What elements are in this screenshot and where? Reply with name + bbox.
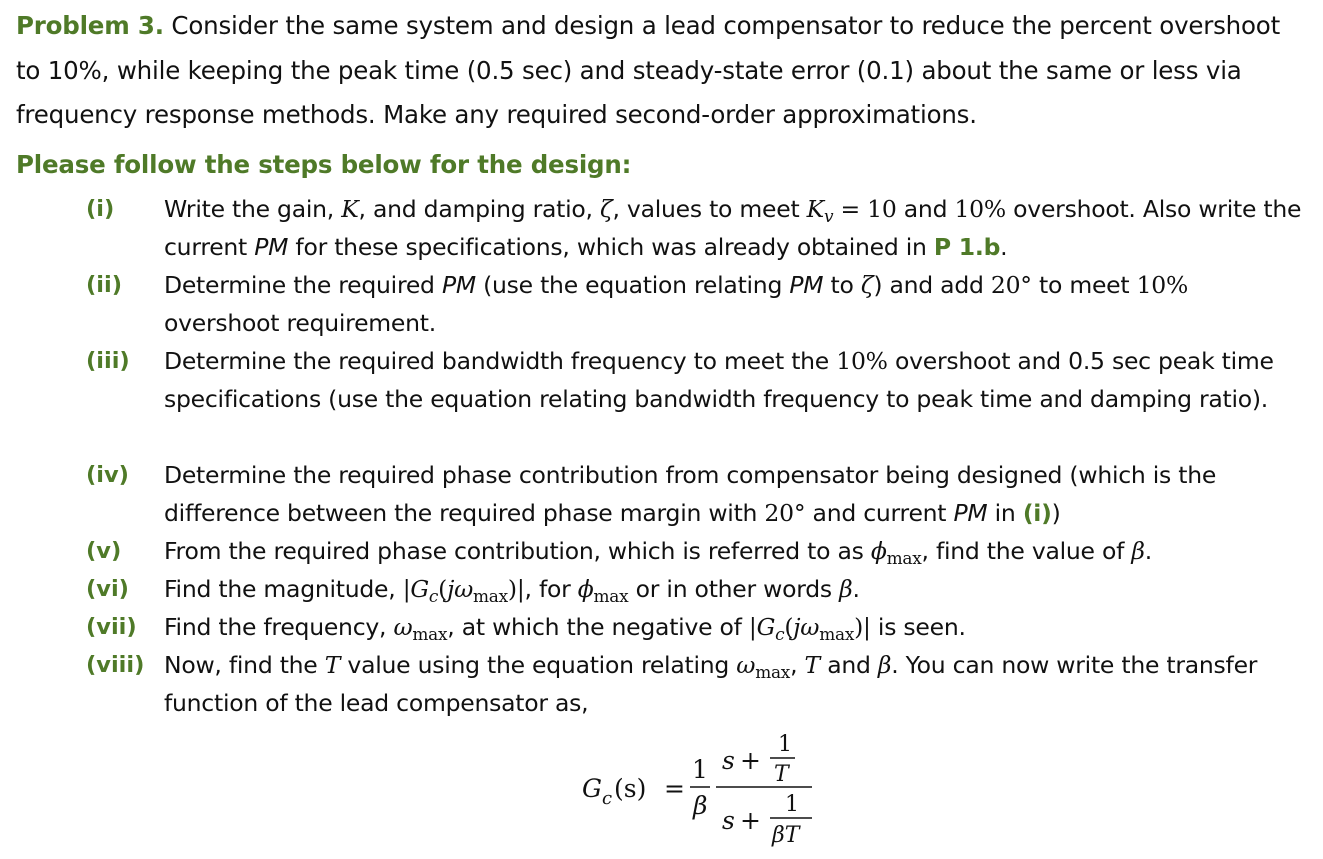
pm-term: PM	[953, 499, 988, 527]
step-number: (viii)	[86, 652, 145, 678]
text: overshoot and 0.5 sec peak time specifications (use the equation relating bandwidth frequency to peak time and damping ratio).	[164, 347, 1274, 413]
step-number: (iv)	[86, 462, 129, 488]
problem-text: Consider the same system and design a lead compensator to reduce the percent overshoot to 10%, while keeping the peak time (0.5 sec) and steady-state error (0.1) about the same or less via frequency response methods. Make any required second-order approximations.	[16, 11, 1280, 129]
text: and	[819, 651, 878, 679]
math-jw: jω	[793, 613, 820, 641]
eq-den-s: s	[722, 806, 735, 835]
step-number: (vii)	[86, 614, 137, 640]
math-subscript: max	[755, 662, 791, 683]
step-text	[164, 532, 1309, 570]
math-close: )|	[507, 575, 525, 603]
math-zeta: ζ	[860, 271, 874, 299]
math-paren: (	[438, 575, 448, 603]
text: ) and add	[873, 271, 991, 299]
eq-equals: =	[664, 774, 685, 803]
step-number: (vi)	[86, 576, 129, 602]
text: Write the gain,	[164, 195, 342, 223]
steps-heading: Please follow the steps below for the design:	[16, 150, 632, 179]
text: or in other words	[628, 575, 840, 603]
eq-num-one: 1	[778, 732, 792, 757]
text: Determine the required	[164, 271, 442, 299]
text: Now, find the	[164, 651, 325, 679]
step-text	[164, 190, 1309, 266]
math-K: K	[341, 195, 359, 223]
step-text	[164, 608, 1309, 646]
step-number: (ii)	[86, 272, 122, 298]
eq-den-betaT: βT	[772, 823, 800, 848]
text: and	[896, 195, 955, 223]
math-G: G	[756, 613, 776, 641]
math-beta: β	[839, 575, 853, 603]
math-beta: β	[1131, 537, 1145, 565]
text: to	[823, 271, 861, 299]
text: )	[1051, 499, 1061, 527]
math-subscript: max	[473, 586, 508, 607]
eq-one: 1	[692, 755, 708, 784]
math-phi: ϕ	[577, 575, 594, 603]
math-omega: ω	[393, 613, 413, 641]
step-text	[164, 342, 1309, 418]
text: (use the equation relating	[475, 271, 790, 299]
text: , at which the negative of	[447, 613, 749, 641]
math-subscript: c	[428, 586, 439, 607]
eq-num-plus: +	[740, 746, 761, 775]
math-paren: (	[784, 613, 794, 641]
math-beta: β	[877, 651, 892, 679]
math-degrees: 20°	[990, 271, 1032, 299]
text: is seen.	[870, 613, 966, 641]
math-T: T	[324, 651, 341, 679]
eq-lhs-subscript: c	[602, 788, 613, 809]
math-bar: |	[402, 575, 411, 603]
math-percent: 10%	[1136, 271, 1189, 299]
text: overshoot. Also write the current	[164, 195, 1302, 261]
text: Find the frequency,	[164, 613, 394, 641]
text: Determine the required bandwidth frequency to meet the	[164, 347, 837, 375]
math-omega: ω	[736, 651, 756, 679]
math-degrees: 20°	[764, 499, 806, 527]
text: Determine the required phase contribution from compensator being designed (which is the difference between the required phase margin with	[164, 461, 1217, 527]
text: in	[987, 499, 1023, 527]
step-text	[164, 456, 1309, 532]
text: .	[1000, 233, 1008, 261]
eq-lhs-arg: (s)	[614, 774, 647, 803]
eq-lhs-G: G	[582, 774, 602, 803]
reference: (i)	[1022, 499, 1052, 527]
math-close: )|	[854, 613, 871, 641]
text: overshoot requirement.	[164, 309, 436, 337]
step-number: (i)	[86, 196, 115, 222]
transfer-function-equation	[580, 722, 840, 852]
text: , and damping ratio,	[358, 195, 600, 223]
text: From the required phase contribution, which is referred to as	[164, 537, 871, 565]
math-subscript: max	[886, 548, 922, 569]
math-subscript: c	[775, 624, 785, 645]
math-T: T	[804, 651, 820, 679]
eq-den-plus: +	[740, 806, 761, 835]
step-text	[164, 646, 1309, 722]
math-Kv: K	[806, 195, 824, 223]
text: to meet	[1031, 271, 1137, 299]
step-number: (iii)	[86, 348, 130, 374]
math-phi: ϕ	[870, 537, 887, 565]
math-subscript: v	[823, 206, 834, 227]
text: Find the magnitude,	[164, 575, 403, 603]
math-subscript: max	[412, 624, 448, 645]
math-bar: |	[748, 613, 757, 641]
math-subscript: max	[819, 624, 855, 645]
text: ,	[790, 651, 805, 679]
text: and current	[805, 499, 954, 527]
pm-term: PM	[441, 271, 476, 299]
problem-statement	[16, 4, 1311, 138]
pm-term: PM	[789, 271, 824, 299]
step-text	[164, 266, 1309, 342]
problem-label: Problem 3.	[16, 11, 164, 40]
math-value: = 10	[833, 195, 897, 223]
math-G: G	[410, 575, 429, 603]
math-percent: 10%	[954, 195, 1006, 223]
text: .	[1144, 537, 1152, 565]
reference: P 1.b	[933, 233, 1001, 261]
eq-num-T: T	[774, 762, 789, 787]
eq-den-one: 1	[785, 792, 799, 817]
text: , for	[524, 575, 578, 603]
math-jw: jω	[447, 575, 474, 603]
text: , values to meet	[612, 195, 807, 223]
step-text	[164, 570, 1309, 608]
text: . You can now write the transfer function of the lead compensator as,	[164, 651, 1258, 717]
math-zeta: ζ	[599, 195, 613, 223]
pm-term: PM	[254, 233, 289, 261]
text: , find the value of	[921, 537, 1132, 565]
text: value using the equation relating	[340, 651, 737, 679]
math-percent: 10%	[836, 347, 888, 375]
math-subscript: max	[593, 586, 629, 607]
eq-beta: β	[693, 791, 708, 820]
step-number: (v)	[86, 538, 122, 564]
eq-num-s: s	[722, 746, 735, 775]
text: for these specifications, which was already obtained in	[288, 233, 934, 261]
text: .	[852, 575, 860, 603]
